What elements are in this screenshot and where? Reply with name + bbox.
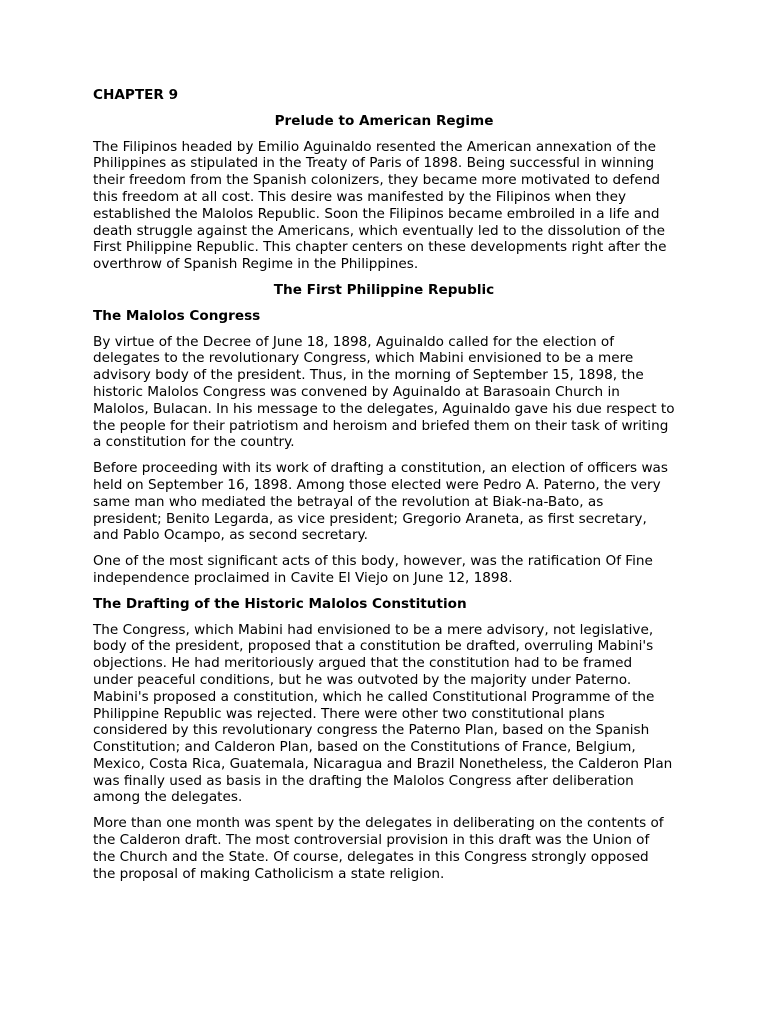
- section-title-first-republic: The First Philippine Republic: [273, 281, 495, 298]
- document-body: [93, 87, 675, 891]
- intro-paragraph: The Filipinos headed by Emilio Aguinaldo resented the American annexation of the Philippines as stipulated in the Treaty of Paris of 1898. Being successful in winning their freedom from the Spanish colonizers, they became more motivated to defend this freedom at all cost. This desire was manifested by the Filipinos when they established the Malolos Republic. Soon the Filipinos became embroiled in a life and death struggle against the Americans, which eventually led to the dissolution of the First Philippine Republic. This chapter centers on these developments right after the overthrow of Spanish Regime in the Philippines.: [93, 138, 667, 273]
- subsection-title-malolos-congress: The Malolos Congress: [93, 307, 261, 324]
- paragraph-malolos-3: One of the most significant acts of this body, however, was the ratification Of Fine independence proclaimed in Cavite El Viejo on June 12, 1898.: [93, 553, 653, 586]
- chapter-label: CHAPTER 9: [93, 87, 179, 103]
- paragraph-drafting-1: The Congress, which Mabini had envisioned to be a mere advisory, not legislative, body of the president, proposed that a constitution be drafted, overruling Mabini's objections. He had meritoriously argued that the constitution had to be framed under peaceful conditions, but he was outvoted by the majority under Paterno. Mabini's proposed a constitution, which he called Constitutional Programme of the Philippine Republic was rejected. There were other two constitutional plans considered by this revolutionary congress the Paterno Plan, based on the Spanish Constitution; and Calderon Plan, based on the Constitutions of France, Belgium, Mexico, Costa Rica, Guatemala, Nicaragua and Brazil Nonetheless, the Calderon Plan was finally used as basis in the drafting the Malolos Congress after deliberation among the delegates.: [93, 621, 673, 806]
- chapter-title: Prelude to American Regime: [274, 112, 494, 129]
- subsection-title-drafting-constitution: The Drafting of the Historic Malolos Constitution: [93, 595, 467, 612]
- paragraph-drafting-2: More than one month was spent by the delegates in deliberating on the contents of the Calderon draft. The most controversial provision in this draft was the Union of the Church and the State. Of course, delegates in this Congress strongly opposed the proposal of making Catholicism a state religion.: [93, 815, 664, 882]
- paragraph-malolos-1: By virtue of the Decree of June 18, 1898, Aguinaldo called for the election of delegates to the revolutionary Congress, which Mabini envisioned to be a mere advisory body of the president. Thus, in the morning of September 15, 1898, the historic Malolos Congress was convened by Aguinaldo at Barasoain Church in Malolos, Bulacan. In his message to the delegates, Aguinaldo gave his due respect to the people for their patriotism and heroism and briefed them on their task of writing a constitution for the country.: [93, 333, 675, 451]
- paragraph-malolos-2: Before proceeding with its work of drafting a constitution, an election of officers was held on September 16, 1898. Among those elected were Pedro A. Paterno, the very same man who mediated the betrayal of the revolution at Biak-na-Bato, as president; Benito Legarda, as vice president; Gregorio Araneta, as first secretary, and Pablo Ocampo, as second secretary.: [93, 460, 668, 544]
